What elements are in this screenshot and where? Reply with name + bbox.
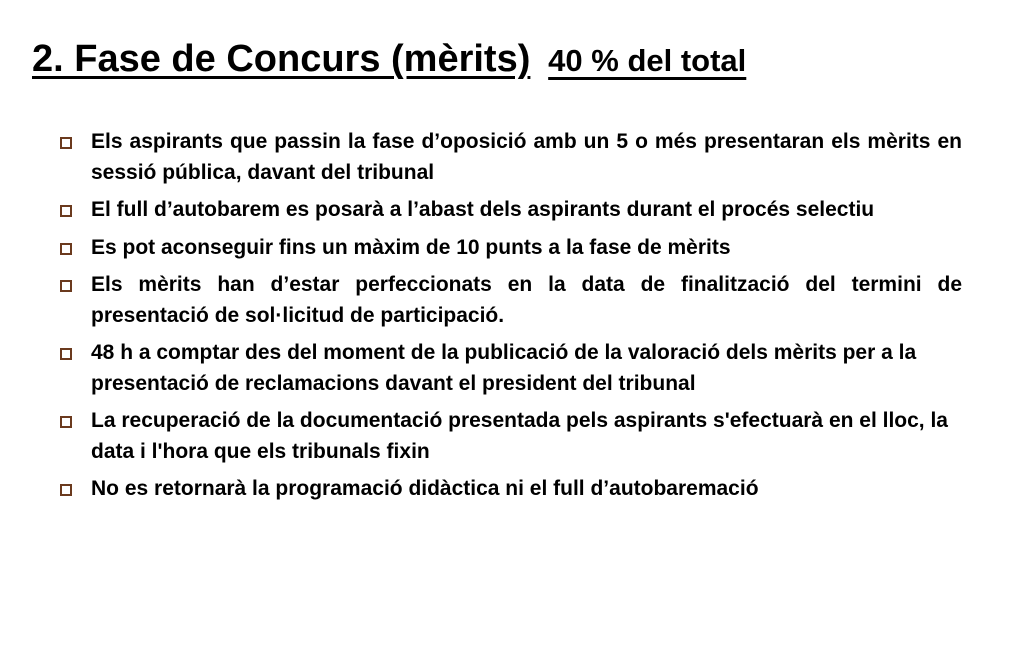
- bullet-item: [58, 233, 962, 264]
- bullet-item: [58, 406, 962, 467]
- slide-title: [32, 38, 746, 82]
- bullet-text: Els mèrits han d’estar perfeccionats en la data de finalització del termini de presentació de sol·licitud de participació.: [91, 273, 962, 327]
- bullet-item: [58, 270, 962, 331]
- title-sub: 40 % del total: [548, 43, 747, 78]
- square-bullet-icon: [60, 280, 72, 292]
- bullet-list: [58, 127, 962, 512]
- bullet-text: Es pot aconseguir fins un màxim de 10 punts a la fase de mèrits: [91, 235, 731, 259]
- bullet-item: [58, 195, 962, 226]
- square-bullet-icon: [60, 484, 72, 496]
- bullet-text: La recuperació de la documentació presentada pels aspirants s'efectuarà en el lloc, la data i l'hora que els tribunals fixin: [91, 409, 948, 463]
- square-bullet-icon: [60, 205, 72, 217]
- bullet-item: [58, 338, 962, 399]
- bullet-text: El full d’autobarem es posarà a l’abast dels aspirants durant el procés selectiu: [91, 198, 875, 221]
- title-main: 2. Fase de Concurs (mèrits): [32, 38, 531, 80]
- square-bullet-icon: [60, 416, 72, 428]
- bullet-item: [58, 127, 962, 188]
- square-bullet-icon: [60, 243, 72, 255]
- square-bullet-icon: [60, 348, 72, 360]
- bullet-item: [58, 474, 962, 505]
- square-bullet-icon: [60, 137, 72, 149]
- bullet-text: No es retornarà la programació didàctica ni el full d’autobaremació: [91, 477, 759, 500]
- bullet-text: 48 h a comptar des del moment de la publicació de la valoració dels mèrits per a la presentació de reclamacions davant el president del tribunal: [91, 341, 917, 395]
- bullet-text: Els aspirants que passin la fase d’oposició amb un 5 o més presentaran els mèrits en sessió pública, davant del tribunal: [91, 130, 962, 184]
